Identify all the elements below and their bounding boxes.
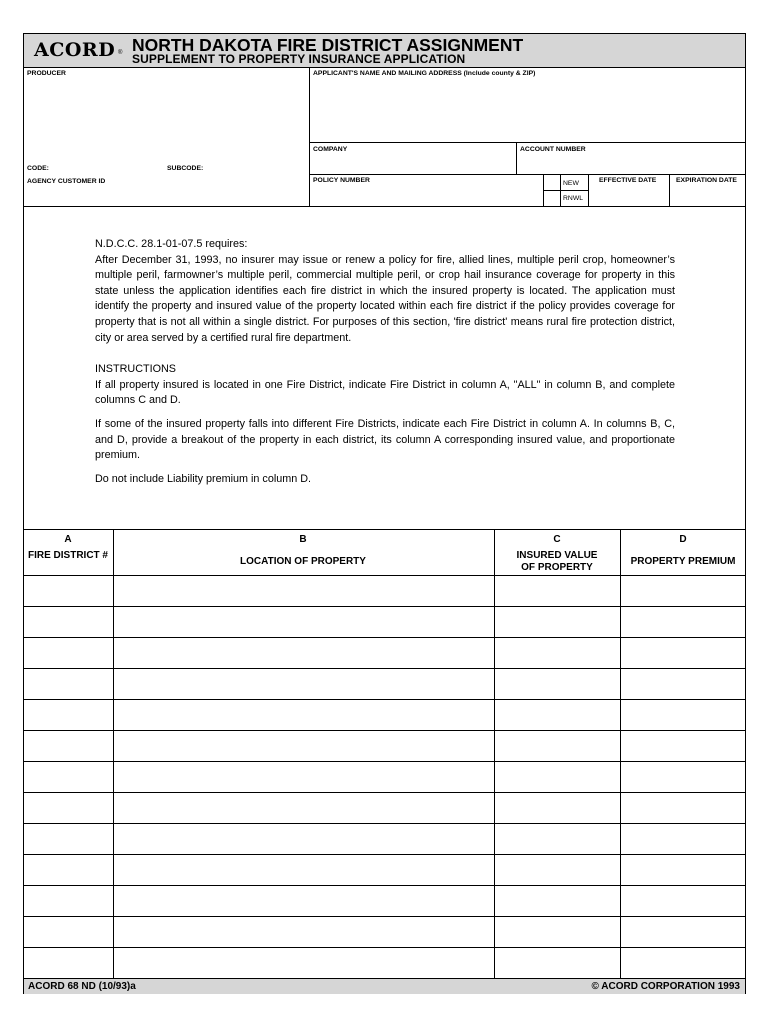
column-b-title: LOCATION OF PROPERTY	[240, 556, 366, 567]
fire-district-cell[interactable]	[24, 824, 113, 854]
account-number-label: ACCOUNT NUMBER	[520, 146, 586, 153]
policy-number-label: POLICY NUMBER	[313, 177, 370, 184]
table-row	[24, 668, 745, 699]
table-row	[24, 606, 745, 637]
location-cell[interactable]	[114, 731, 494, 761]
table-row	[24, 854, 745, 885]
statute-heading: N.D.C.C. 28.1-01-07.5 requires:	[95, 238, 248, 250]
table-row	[24, 575, 745, 606]
fire-district-cell[interactable]	[24, 917, 113, 947]
form-number: ACORD 68 ND (10/93)a	[28, 981, 136, 992]
applicant-label: APPLICANT'S NAME AND MAILING ADDRESS (Include county & ZIP)	[313, 70, 536, 77]
divider-vertical	[669, 174, 670, 206]
divider-horizontal	[309, 174, 745, 175]
form-subtitle: SUPPLEMENT TO PROPERTY INSURANCE APPLICATION	[132, 52, 466, 66]
copyright-notice: © ACORD CORPORATION 1993	[591, 981, 740, 992]
premium-cell[interactable]	[621, 638, 745, 668]
insured-value-cell[interactable]	[495, 576, 620, 606]
location-cell[interactable]	[114, 793, 494, 823]
new-label: NEW	[563, 180, 579, 187]
fire-district-cell[interactable]	[24, 855, 113, 885]
new-checkbox[interactable]	[544, 175, 559, 190]
location-cell[interactable]	[114, 669, 494, 699]
form-footer	[24, 978, 745, 994]
column-c-header	[495, 534, 619, 574]
divider-vertical	[588, 174, 589, 206]
column-d-letter: D	[679, 534, 687, 545]
insured-value-cell[interactable]	[495, 638, 620, 668]
premium-cell[interactable]	[621, 576, 745, 606]
location-cell[interactable]	[114, 855, 494, 885]
renewal-checkbox[interactable]	[544, 191, 559, 205]
fire-district-cell[interactable]	[24, 700, 113, 730]
fire-district-cell[interactable]	[24, 576, 113, 606]
divider-horizontal	[560, 190, 588, 191]
insured-value-cell[interactable]	[495, 948, 620, 978]
form-header	[24, 34, 745, 68]
statute-text: After December 31, 1993, no insurer may issue or renew a policy for fire, allied lines, multiple peril crop, homeowner’s multiple peril, farmowner’s multiple peril, commercial multiple peril, or crop hail insurance coverage for property in this state unless the application identifies each fire district in which the insured property is located. The application must identify the property and insured value of the property located within each fire district if the policy provides coverage for property that is not all within a single district. For purposes of this section, 'fire district' means rural fire protection district, city or area served by a certified rural fire department.	[95, 253, 675, 344]
column-a-letter: A	[64, 534, 72, 545]
location-cell[interactable]	[114, 824, 494, 854]
column-d-header	[621, 534, 745, 568]
column-b-letter: B	[299, 534, 307, 545]
insured-value-cell[interactable]	[495, 793, 620, 823]
registered-mark: ®	[118, 50, 123, 56]
premium-cell[interactable]	[621, 669, 745, 699]
table-row	[24, 730, 745, 761]
table-row	[24, 761, 745, 792]
fire-district-cell[interactable]	[24, 762, 113, 792]
location-cell[interactable]	[114, 917, 494, 947]
location-cell[interactable]	[114, 638, 494, 668]
fire-district-cell[interactable]	[24, 638, 113, 668]
column-divider	[620, 529, 621, 978]
table-top-border	[24, 529, 745, 530]
divider-vertical	[516, 142, 517, 174]
agency-customer-id-label: AGENCY CUSTOMER ID	[27, 178, 106, 185]
effective-date-field[interactable]	[590, 185, 667, 204]
applicant-address-field[interactable]	[313, 78, 743, 142]
premium-cell[interactable]	[621, 824, 745, 854]
policy-number-field[interactable]	[313, 185, 541, 203]
table-row	[24, 916, 745, 947]
premium-cell[interactable]	[621, 700, 745, 730]
column-divider	[494, 529, 495, 978]
company-field[interactable]	[313, 154, 513, 172]
fire-district-cell[interactable]	[24, 948, 113, 978]
column-d-title: PROPERTY PREMIUM	[630, 556, 736, 567]
insured-value-cell[interactable]	[495, 855, 620, 885]
location-cell[interactable]	[114, 607, 494, 637]
table-row	[24, 885, 745, 916]
fire-district-cell[interactable]	[24, 886, 113, 916]
instructions-paragraph-3: Do not include Liability premium in column D.	[95, 472, 312, 485]
divider-horizontal	[309, 142, 745, 143]
insured-value-cell[interactable]	[495, 824, 620, 854]
fire-district-cell[interactable]	[24, 793, 113, 823]
table-row	[24, 823, 745, 854]
premium-cell[interactable]	[621, 948, 745, 978]
column-a-title: FIRE DISTRICT #	[27, 550, 108, 561]
producer-field[interactable]	[27, 78, 306, 160]
fire-district-cell[interactable]	[24, 607, 113, 637]
premium-cell[interactable]	[621, 762, 745, 792]
subcode-label: SUBCODE:	[167, 165, 204, 172]
instructions-paragraph-2: If some of the insured property falls into different Fire Districts, indicate each Fire District in column A. In columns B, C, and D, provide a breakout of the property in each district, its column A corresponding insured value, and proportionate premium.	[95, 417, 675, 462]
instructions-heading: INSTRUCTIONS	[95, 363, 176, 376]
insured-value-cell[interactable]	[495, 762, 620, 792]
instructions-section	[95, 237, 675, 487]
renewal-label: RNWL	[563, 195, 584, 202]
divider-vertical	[309, 67, 310, 206]
insured-value-cell[interactable]	[495, 669, 620, 699]
location-cell[interactable]	[114, 576, 494, 606]
fire-district-cell[interactable]	[24, 731, 113, 761]
premium-cell[interactable]	[621, 793, 745, 823]
logo-wordmark: ACORD	[34, 39, 116, 61]
acord-logo	[34, 40, 122, 62]
location-cell[interactable]	[114, 886, 494, 916]
column-b-header	[114, 534, 492, 568]
location-cell[interactable]	[114, 762, 494, 792]
code-label: CODE:	[27, 165, 49, 172]
column-a-header	[24, 534, 112, 562]
insured-value-cell[interactable]	[495, 607, 620, 637]
effective-date-label: EFFECTIVE DATE	[599, 177, 657, 184]
table-row	[24, 637, 745, 668]
column-c-title: INSURED VALUE OF PROPERTY	[516, 550, 598, 573]
expiration-date-field[interactable]	[671, 185, 743, 204]
location-cell[interactable]	[114, 948, 494, 978]
premium-cell[interactable]	[621, 607, 745, 637]
table-row	[24, 792, 745, 823]
fire-district-assignment-form	[23, 33, 746, 994]
insured-value-cell[interactable]	[495, 886, 620, 916]
form-title: NORTH DAKOTA FIRE DISTRICT ASSIGNMENT	[132, 35, 524, 55]
premium-cell[interactable]	[621, 917, 745, 947]
insured-value-cell[interactable]	[495, 700, 620, 730]
premium-cell[interactable]	[621, 855, 745, 885]
producer-label: PRODUCER	[27, 70, 66, 77]
premium-cell[interactable]	[621, 886, 745, 916]
account-number-field[interactable]	[520, 154, 742, 172]
premium-cell[interactable]	[621, 731, 745, 761]
expiration-date-label: EXPIRATION DATE	[676, 177, 737, 184]
location-cell[interactable]	[114, 700, 494, 730]
column-divider	[113, 529, 114, 978]
insured-value-cell[interactable]	[495, 917, 620, 947]
instructions-paragraph-1: If all property insured is located in one Fire District, indicate Fire District in column A, "ALL" in column B, and complete columns C and D.	[95, 378, 675, 407]
company-label: COMPANY	[313, 146, 348, 153]
column-c-letter: C	[553, 534, 561, 545]
table-row	[24, 699, 745, 730]
divider-horizontal	[24, 206, 745, 207]
table-row	[24, 947, 745, 978]
insured-value-cell[interactable]	[495, 731, 620, 761]
fire-district-cell[interactable]	[24, 669, 113, 699]
